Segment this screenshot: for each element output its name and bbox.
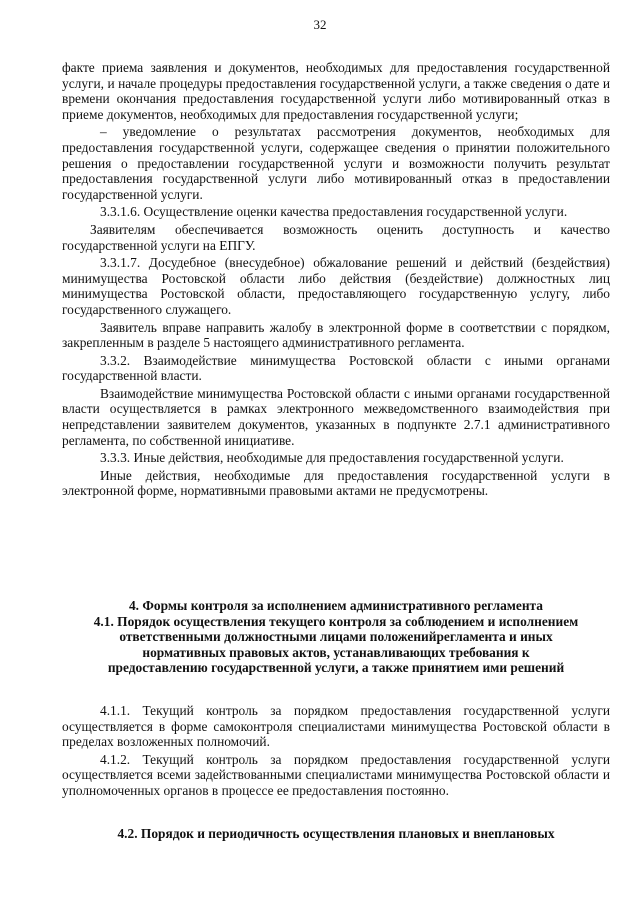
paragraph: – уведомление о результатах рассмотрения документов, необходимых для предоставления государственной услуги, содержащее сведения о принятии положительного решения о предоставлении государственной услуги и возможности получить результат предоставления государственной услуги либо мотивированный отказ в предоставлении государственной услуги.	[62, 124, 610, 202]
section-4-heading	[62, 598, 610, 676]
paragraph: 3.3.2. Взаимодействие минимущества Ростовской области с иными органами государственной власти.	[62, 352, 610, 384]
paragraph: Заявитель вправе направить жалобу в электронной форме в соответствии с порядком, закрепленным в разделе 5 настоящего административного регламента.	[62, 319, 610, 351]
paragraph: Взаимодействие минимущества Ростовской области с иными органами государственной власти осуществляется в рамках электронного межведомственного взаимодействия при непредставлении заявителем документов, указанных в подпункте 2.7.1 административного регламента, по собственной инициативе.	[62, 385, 610, 448]
paragraph: Иные действия, необходимые для предоставления государственной услуги в электронной форме, нормативными правовыми актами не предусмотрены.	[62, 467, 610, 499]
paragraph: Заявителям обеспечивается возможность оценить доступность и качество государственной услуги на ЕПГУ.	[62, 221, 610, 253]
paragraph: 3.3.3. Иные действия, необходимые для предоставления государственной услуги.	[100, 450, 564, 466]
section-4-1-body	[62, 703, 610, 799]
heading-line: 4.1. Порядок осуществления текущего контроля за соблюдением и исполнением	[93, 613, 579, 629]
paragraph: факте приема заявления и документов, необходимых для предоставления государственной услуги, и начале процедуры предоставления государственной услуги, а также сведения о дате и времени окончания предоставления государственной услуги либо мотивированный отказ в приеме документов, необходимых для предоставления государственной услуги;	[62, 60, 610, 122]
paragraph: 4.1.2. Текущий контроль за порядком предоставления государственной услуги осуществляется всеми задействованными специалистами минимущества Ростовской области и уполномоченных органов в процессе ее предоставления постоянно.	[62, 751, 610, 798]
page-number: 32	[313, 17, 327, 32]
heading-line: нормативных правовых актов, устанавливающих требования к	[142, 644, 530, 660]
heading-line: 4. Формы контроля за исполнением административного регламента	[128, 598, 543, 613]
heading-line: предоставлению государственной услуги, а также принятием ими решений	[107, 660, 565, 676]
heading-line: 4.2. Порядок и периодичность осуществления плановых и внеплановых	[117, 826, 555, 841]
body-top	[62, 60, 610, 499]
heading-line: ответственными должностными лицами положенийрегламента и иных	[119, 629, 553, 645]
paragraph: 3.3.1.7. Досудебное (внесудебное) обжалование решений и действий (бездействия) минимущества Ростовской области либо действия (бездействие) должностных лиц минимущества Ростовской области, предоставляющего государственную услугу, либо государственного служащего.	[62, 255, 610, 317]
section-4-2-heading	[62, 826, 610, 842]
paragraph: 4.1.1. Текущий контроль за порядком предоставления государственной услуги осуществляется в форме самоконтроля специалистами минимущества Ростовской области в пределах возложенных полномочий.	[62, 703, 610, 750]
paragraph: 3.3.1.6. Осуществление оценки качества предоставления государственной услуги.	[100, 204, 568, 220]
